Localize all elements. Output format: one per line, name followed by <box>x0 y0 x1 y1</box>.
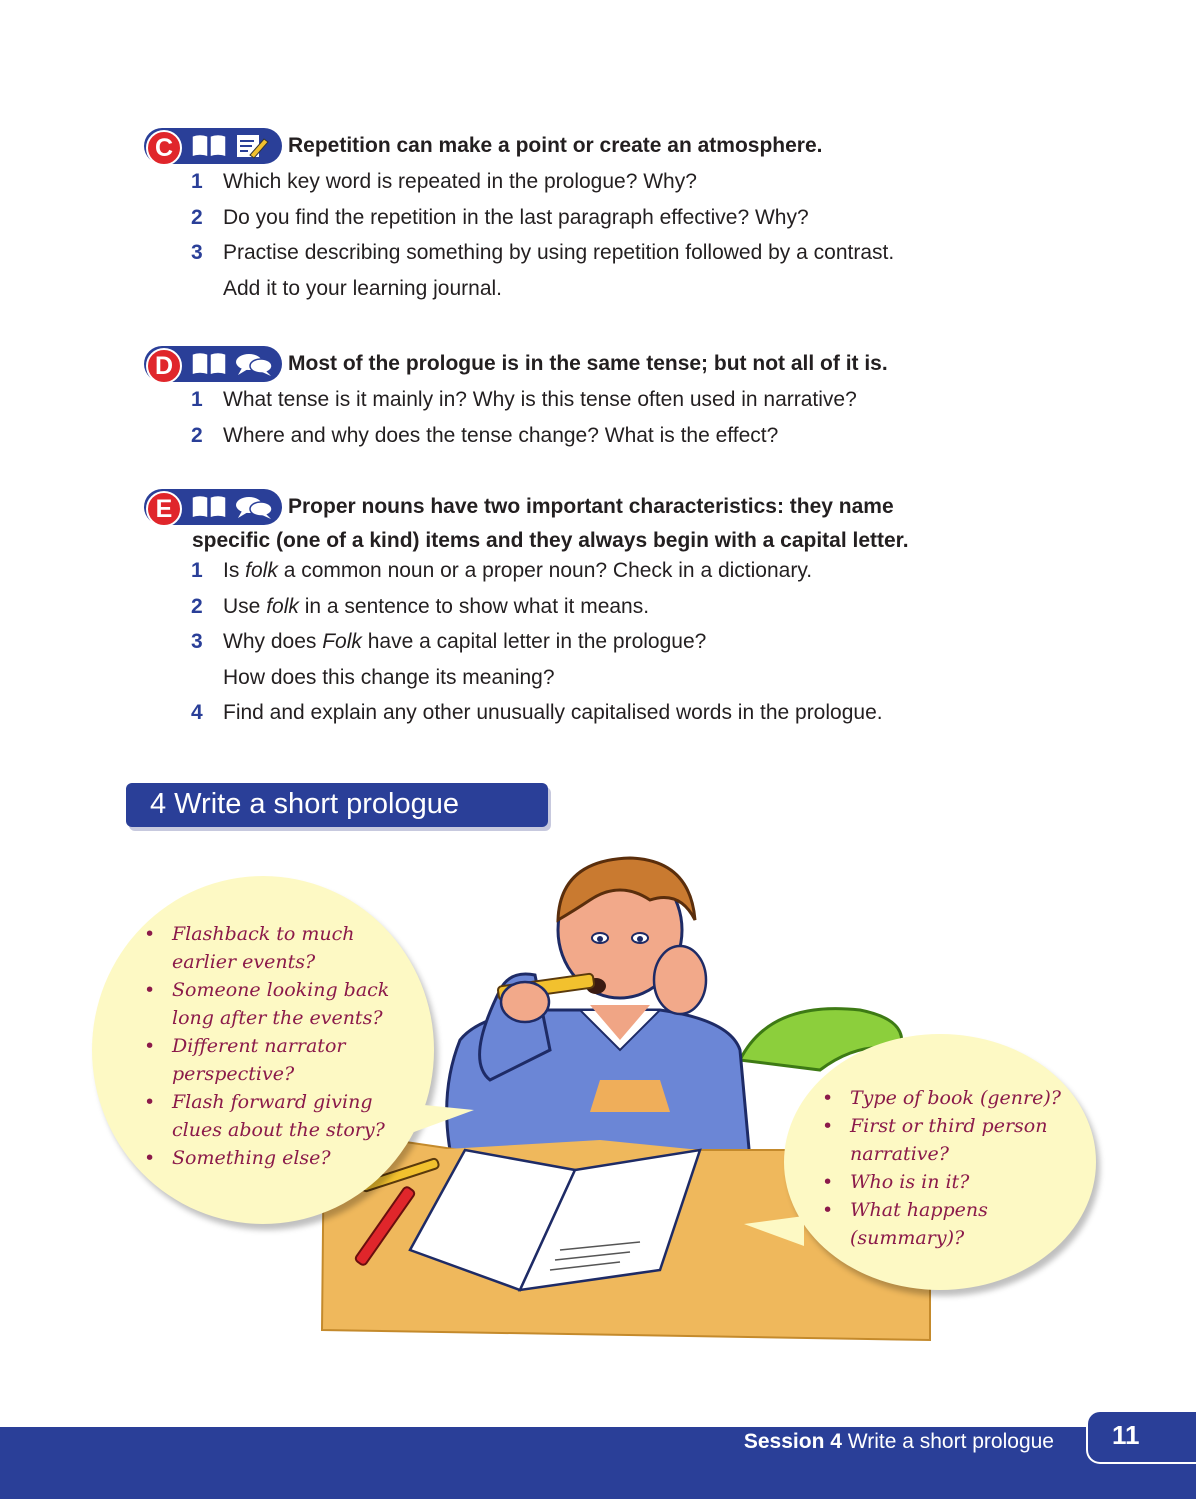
question-text: Practise describing something by using repetition followed by a contrast. <box>223 241 895 264</box>
section-d <box>144 346 1064 453</box>
right-bubble-list <box>820 1084 1061 1252</box>
question-c3 <box>144 235 1064 306</box>
question-d1 <box>144 382 1064 418</box>
question-e3 <box>144 624 1064 695</box>
section-d-heading: Most of the prologue is in the same tense; but not all of it is. <box>288 352 888 375</box>
footer-session-number: Session 4 <box>743 1430 842 1453</box>
section-d-header <box>144 346 1064 382</box>
question-e1 <box>144 553 1064 589</box>
speech-bubbles-icon <box>234 351 274 377</box>
activity-badge-c <box>144 128 282 164</box>
question-c2 <box>144 200 1064 236</box>
bubble-item-continued: (summary)? <box>850 1227 965 1249</box>
question-number: 1 <box>191 559 203 582</box>
section-title: 4 Write a short prologue <box>150 788 459 820</box>
page-number: 11 <box>1112 1420 1140 1450</box>
bubble-item: • Type of book (genre)? <box>820 1084 1061 1112</box>
section-e-questions <box>144 553 1064 731</box>
left-bubble-list <box>142 920 389 1172</box>
question-text: Which key word is repeated in the prologue? Why? <box>223 170 697 193</box>
question-c1 <box>144 164 1064 200</box>
question-number: 1 <box>191 388 203 411</box>
question-text-post: a common noun or a proper noun? Check in a dictionary. <box>277 559 813 582</box>
question-number: 2 <box>191 423 203 447</box>
bubble-item: • Flash forward giving <box>142 1088 389 1116</box>
section-e <box>144 489 1064 731</box>
footer-session-title: Write a short prologue <box>841 1430 1054 1453</box>
question-number: 2 <box>191 205 203 229</box>
bubble-item-continued: earlier events? <box>172 951 316 973</box>
right-thought-bubble <box>784 1034 1096 1290</box>
activity-letter-d: D <box>146 348 182 384</box>
question-text: Find and explain any other unusually capitalised words in the prologue. <box>223 701 883 724</box>
activity-letter-c: C <box>146 130 182 166</box>
page-number-tab <box>1086 1410 1196 1464</box>
question-number: 3 <box>191 630 203 653</box>
bubble-item: • What happens <box>820 1196 1061 1224</box>
question-text-emphasis: folk <box>245 559 278 582</box>
question-text-emphasis: Folk <box>322 630 362 653</box>
activity-badge-e <box>144 489 282 525</box>
bubble-item: • Flashback to much <box>142 920 389 948</box>
bubble-item: • Someone looking back <box>142 976 389 1004</box>
section-c-heading: Repetition can make a point or create an atmosphere. <box>288 134 823 157</box>
book-icon <box>190 494 228 520</box>
section-e-heading: Proper nouns have two important characteristics: they name <box>288 495 894 518</box>
bubble-tail <box>744 1216 804 1256</box>
writing-icon <box>234 133 272 159</box>
question-text-pre: Use <box>223 594 267 618</box>
question-text-pre: Why does <box>223 630 323 653</box>
book-icon <box>190 133 228 159</box>
question-text-continued: How does this change its meaning? <box>223 665 555 689</box>
speech-bubbles-icon <box>234 494 274 520</box>
bubble-item-continued: narrative? <box>850 1143 949 1165</box>
bubble-item: • Something else? <box>142 1144 389 1172</box>
bubble-item: • First or third person <box>820 1112 1061 1140</box>
activity-badge-d <box>144 346 282 382</box>
bubble-item: • Different narrator <box>142 1032 389 1060</box>
bubble-tail <box>414 1104 474 1134</box>
question-d2 <box>144 418 1064 454</box>
question-number: 4 <box>191 701 203 724</box>
section-c-questions <box>144 164 1064 306</box>
question-text: What tense is it mainly in? Why is this tense often used in narrative? <box>223 388 857 411</box>
question-e4 <box>144 695 1064 731</box>
section-c <box>144 128 1064 306</box>
question-e2 <box>144 589 1064 625</box>
page-footer <box>0 1427 1196 1499</box>
section-e-heading-continued: specific (one of a kind) items and they always begin with a capital letter. <box>192 529 909 552</box>
section-title-bar <box>126 783 548 827</box>
question-number: 1 <box>191 170 203 193</box>
question-number: 3 <box>191 241 203 264</box>
question-text-pre: Is <box>223 559 246 582</box>
bubble-item-continued: clues about the story? <box>172 1119 385 1141</box>
activity-letter-e: E <box>146 491 182 527</box>
section-d-questions <box>144 382 1064 453</box>
question-text-post: have a capital letter in the prologue? <box>361 630 707 653</box>
question-text-continued: Add it to your learning journal. <box>223 276 502 300</box>
question-text-post: in a sentence to show what it means. <box>298 594 650 618</box>
bubble-item: • Who is in it? <box>820 1168 1061 1196</box>
footer-session-label <box>744 1430 1054 1454</box>
bubble-item-continued: perspective? <box>172 1063 295 1085</box>
left-thought-bubble <box>92 876 434 1224</box>
section-c-header <box>144 128 1064 164</box>
question-text-emphasis: folk <box>266 594 299 618</box>
book-icon <box>190 351 228 377</box>
question-number: 2 <box>191 594 203 618</box>
section-e-header <box>144 489 1064 525</box>
question-text: Where and why does the tense change? What is the effect? <box>223 423 779 447</box>
question-text: Do you find the repetition in the last paragraph effective? Why? <box>223 205 809 229</box>
bubble-item-continued: long after the events? <box>172 1007 383 1029</box>
